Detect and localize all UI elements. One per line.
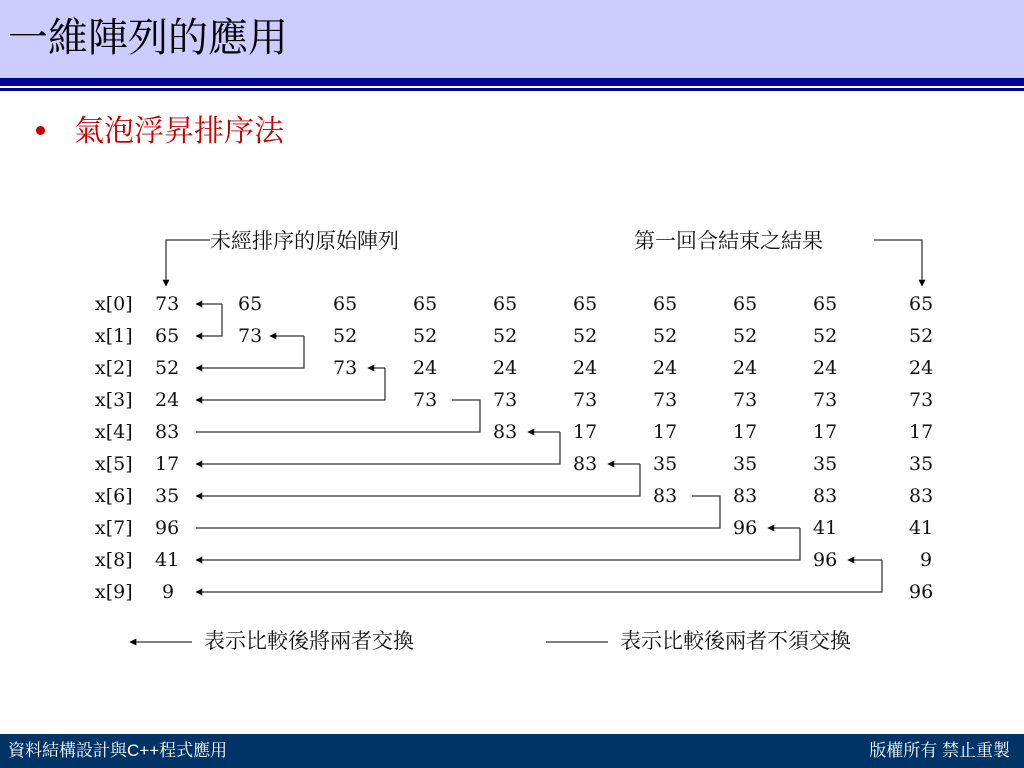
step-value: 65 xyxy=(653,293,678,315)
step-value: 65 xyxy=(909,293,934,315)
step-value: 52 xyxy=(573,325,598,347)
step-value: 17 xyxy=(733,421,758,443)
step-value: 73 xyxy=(813,389,838,411)
step-value: 83 xyxy=(493,421,518,443)
step-value: 35 xyxy=(653,453,678,475)
step-value: 52 xyxy=(813,325,838,347)
step-value: 65 xyxy=(333,293,358,315)
slide-title: 一維陣列的應用 xyxy=(8,15,288,61)
step-value: 24 xyxy=(413,357,438,379)
array-index-label: x[2] xyxy=(95,357,133,379)
bullet-text: 氣泡浮昇排序法 xyxy=(74,114,284,149)
array-index-label: x[5] xyxy=(95,453,133,475)
array-index-label: x[3] xyxy=(95,389,133,411)
swap-arrow xyxy=(196,432,560,464)
step-value: 65 xyxy=(813,293,838,315)
legend-swap-label: 表示比較後將兩者交換 xyxy=(204,629,414,653)
step-value: 73 xyxy=(413,389,438,411)
step-value: 73 xyxy=(653,389,678,411)
step-value: 65 xyxy=(238,293,263,315)
step-value: 83 xyxy=(573,453,598,475)
step-value: 35 xyxy=(909,453,934,475)
step-value: 52 xyxy=(909,325,934,347)
step-value: 83 xyxy=(733,485,758,507)
step-value: 24 xyxy=(909,357,934,379)
array-initial-value: 96 xyxy=(155,517,180,539)
swap-arrow xyxy=(196,304,222,336)
step-value: 17 xyxy=(573,421,598,443)
step-value: 73 xyxy=(238,325,263,347)
step-value: 73 xyxy=(333,357,358,379)
array-index-label: x[8] xyxy=(95,549,133,571)
array-index-label: x[6] xyxy=(95,485,133,507)
no-swap-line xyxy=(196,496,720,528)
step-value: 83 xyxy=(909,485,934,507)
step-value: 52 xyxy=(333,325,358,347)
step-value: 41 xyxy=(813,517,838,539)
array-index-label: x[0] xyxy=(95,293,133,315)
step-value: 17 xyxy=(653,421,678,443)
step-value: 73 xyxy=(573,389,598,411)
step-value: 52 xyxy=(413,325,438,347)
caption-result: 第一回合結束之結果 xyxy=(634,229,823,253)
array-initial-value: 52 xyxy=(155,357,180,379)
array-initial-value: 65 xyxy=(155,325,180,347)
swap-arrow xyxy=(196,368,385,400)
step-value: 24 xyxy=(653,357,678,379)
step-value: 24 xyxy=(813,357,838,379)
step-value: 52 xyxy=(493,325,518,347)
step-value: 83 xyxy=(653,485,678,507)
swap-arrow xyxy=(196,528,800,560)
step-value: 73 xyxy=(733,389,758,411)
footer-copyright: 版權所有 禁止重製 xyxy=(869,741,1010,760)
array-initial-value: 24 xyxy=(155,389,180,411)
array-initial-value: 41 xyxy=(155,549,180,571)
step-value: 9 xyxy=(920,549,933,571)
step-value: 65 xyxy=(413,293,438,315)
step-value: 73 xyxy=(493,389,518,411)
step-value: 65 xyxy=(733,293,758,315)
array-initial-value: 35 xyxy=(155,485,180,507)
step-value: 17 xyxy=(813,421,838,443)
caption-unsorted: 未經排序的原始陣列 xyxy=(210,229,399,253)
step-value: 41 xyxy=(909,517,934,539)
array-index-label: x[9] xyxy=(95,581,133,603)
step-value: 96 xyxy=(733,517,758,539)
step-value: 73 xyxy=(909,389,934,411)
step-value: 17 xyxy=(909,421,934,443)
array-initial-value: 83 xyxy=(155,421,180,443)
step-value: 24 xyxy=(573,357,598,379)
array-index-label: x[1] xyxy=(95,325,133,347)
step-value: 24 xyxy=(733,357,758,379)
step-value: 83 xyxy=(813,485,838,507)
legend-no-swap-label: 表示比較後兩者不須交換 xyxy=(620,629,851,653)
array-initial-value: 73 xyxy=(155,293,180,315)
step-value: 24 xyxy=(493,357,518,379)
step-value: 65 xyxy=(493,293,518,315)
array-index-label: x[4] xyxy=(95,421,133,443)
footer-course-title: 資料結構設計與C++程式應用 xyxy=(8,741,228,760)
array-index-label: x[7] xyxy=(95,517,133,539)
caption-result-arrow xyxy=(874,240,922,286)
step-value: 52 xyxy=(733,325,758,347)
step-value: 35 xyxy=(813,453,838,475)
swap-arrow xyxy=(196,464,640,496)
swap-arrow xyxy=(196,336,304,368)
swap-arrow xyxy=(196,560,882,592)
step-value: 35 xyxy=(733,453,758,475)
step-value: 96 xyxy=(909,581,934,603)
array-initial-value: 17 xyxy=(155,453,180,475)
step-value: 65 xyxy=(573,293,598,315)
no-swap-line xyxy=(196,400,480,432)
step-value: 96 xyxy=(813,549,838,571)
array-initial-value: 9 xyxy=(162,581,175,603)
step-value: 52 xyxy=(653,325,678,347)
caption-unsorted-arrow xyxy=(166,240,210,286)
